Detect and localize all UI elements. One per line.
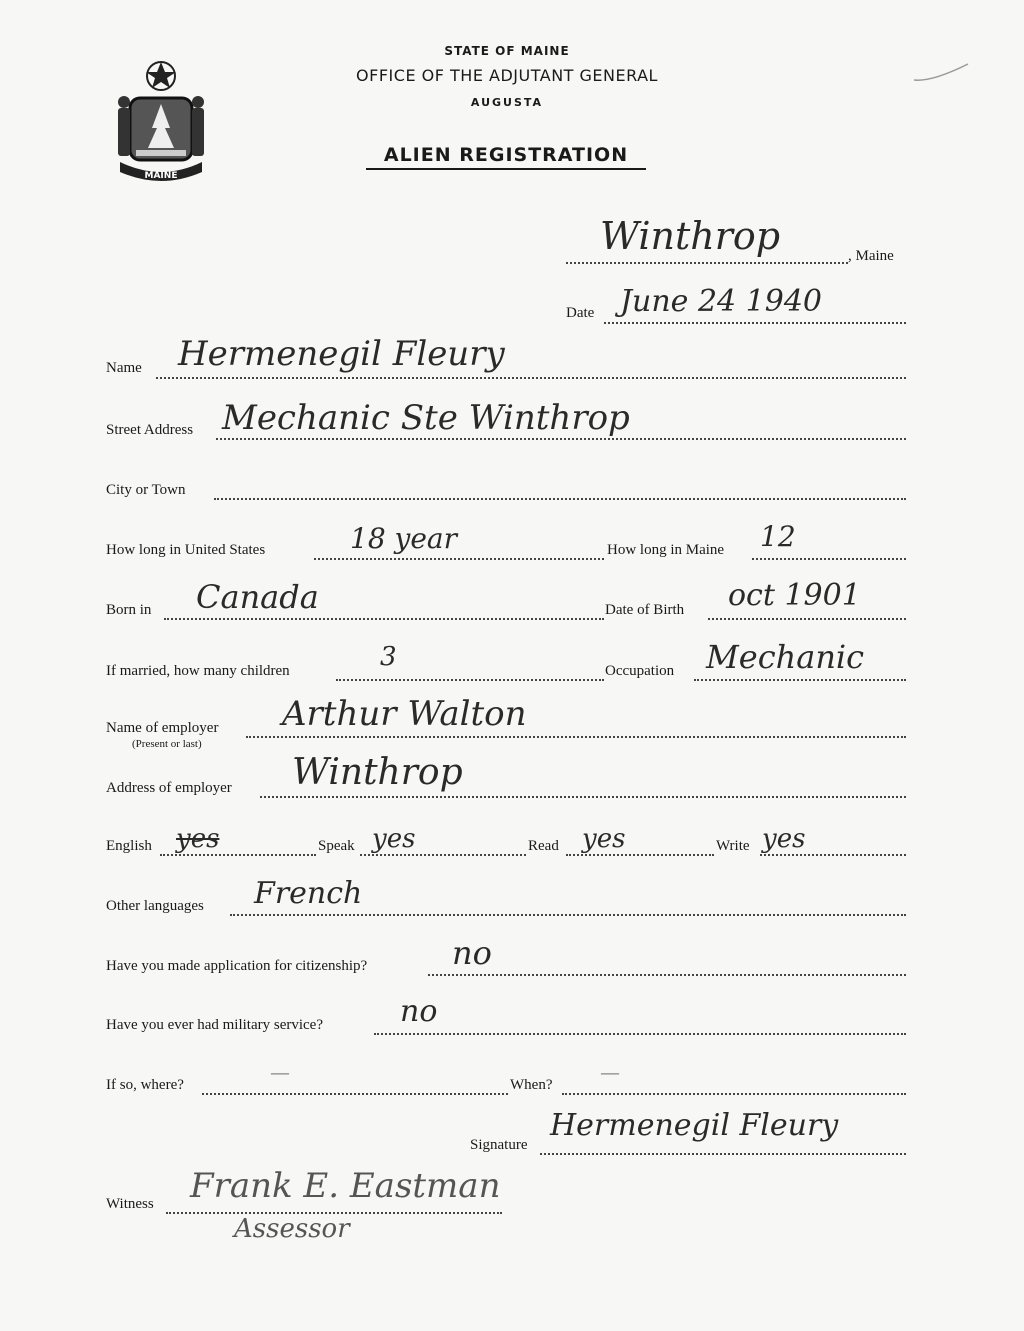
maine-line	[752, 558, 906, 560]
other-languages-line	[230, 914, 906, 916]
town-suffix-label: , Maine	[848, 248, 894, 264]
where-label: If so, where?	[106, 1077, 184, 1093]
where-value: —	[270, 1060, 290, 1084]
maine-value: 12	[760, 520, 796, 553]
form-title: ALIEN REGISTRATION	[366, 144, 646, 170]
where-line	[202, 1093, 508, 1095]
read-value: yes	[582, 824, 626, 854]
dob-label: Date of Birth	[605, 602, 685, 618]
speak-label: Speak	[318, 838, 355, 854]
witness-value: Frank E. Eastman	[190, 1166, 501, 1206]
other-languages-label: Other languages	[106, 898, 204, 914]
born-line	[164, 618, 604, 620]
born-label: Born in	[106, 602, 152, 618]
seal-text: MAINE	[144, 171, 178, 181]
children-value: 3	[380, 642, 397, 672]
write-line	[760, 854, 906, 856]
employer-address-label: Address of employer	[106, 780, 232, 796]
witness-label: Witness	[106, 1196, 154, 1212]
when-value: —	[600, 1060, 620, 1084]
signature-line	[540, 1153, 906, 1155]
city-label: City or Town	[106, 482, 186, 498]
english-value: yes	[176, 824, 220, 854]
employer-line	[246, 736, 906, 738]
when-label: When?	[510, 1077, 553, 1093]
employer-sublabel: (Present or last)	[132, 738, 202, 750]
dob-value: oct 1901	[728, 578, 861, 613]
write-value: yes	[762, 824, 806, 854]
read-line	[566, 854, 714, 856]
us-label: How long in United States	[106, 542, 266, 558]
town-line	[566, 262, 848, 264]
read-label: Read	[528, 838, 559, 854]
dob-line	[708, 618, 906, 620]
other-languages-value: French	[254, 876, 363, 911]
employer-address-value: Winthrop	[292, 752, 463, 793]
military-label: Have you ever had military service?	[106, 1017, 323, 1033]
header-state: STATE OF MAINE	[444, 44, 570, 58]
speak-line	[360, 854, 526, 856]
citizenship-line	[428, 974, 906, 976]
check-mark-icon	[912, 58, 972, 88]
english-line	[160, 854, 316, 856]
street-line	[216, 438, 906, 440]
english-label: English	[106, 838, 152, 854]
town-value: Winthrop	[600, 214, 781, 258]
employer-label: Name of employer	[106, 720, 219, 736]
occupation-label: Occupation	[605, 663, 675, 679]
married-line	[336, 679, 604, 681]
date-line	[604, 322, 906, 324]
header-office: OFFICE OF THE ADJUTANT GENERAL	[356, 66, 658, 85]
occupation-value: Mechanic	[706, 638, 865, 676]
military-line	[374, 1033, 906, 1035]
street-value: Mechanic Ste Winthrop	[222, 398, 630, 438]
city-line	[214, 498, 906, 500]
maine-label: How long in Maine	[607, 542, 725, 558]
occupation-line	[694, 679, 906, 681]
date-label: Date	[566, 305, 595, 321]
when-line	[562, 1093, 906, 1095]
us-value: 18 year	[350, 522, 457, 555]
speak-value: yes	[372, 824, 416, 854]
name-line	[156, 377, 906, 379]
citizenship-label: Have you made application for citizenship?	[106, 958, 368, 974]
citizenship-value: no	[452, 934, 492, 972]
married-label: If married, how many children	[106, 663, 290, 679]
signature-value: Hermenegil Fleury	[550, 1108, 839, 1143]
born-value: Canada	[196, 578, 319, 616]
witness-title-value: Assessor	[234, 1214, 350, 1244]
name-value: Hermenegil Fleury	[178, 334, 505, 374]
signature-label: Signature	[470, 1137, 528, 1153]
name-label: Name	[106, 360, 142, 376]
military-value: no	[400, 994, 438, 1029]
employer-value: Arthur Walton	[282, 694, 527, 734]
date-value: June 24 1940	[620, 284, 823, 319]
write-label: Write	[716, 838, 750, 854]
employer-address-line	[260, 796, 906, 798]
us-line	[314, 558, 604, 560]
street-label: Street Address	[106, 422, 194, 438]
header-city: AUGUSTA	[470, 96, 544, 109]
